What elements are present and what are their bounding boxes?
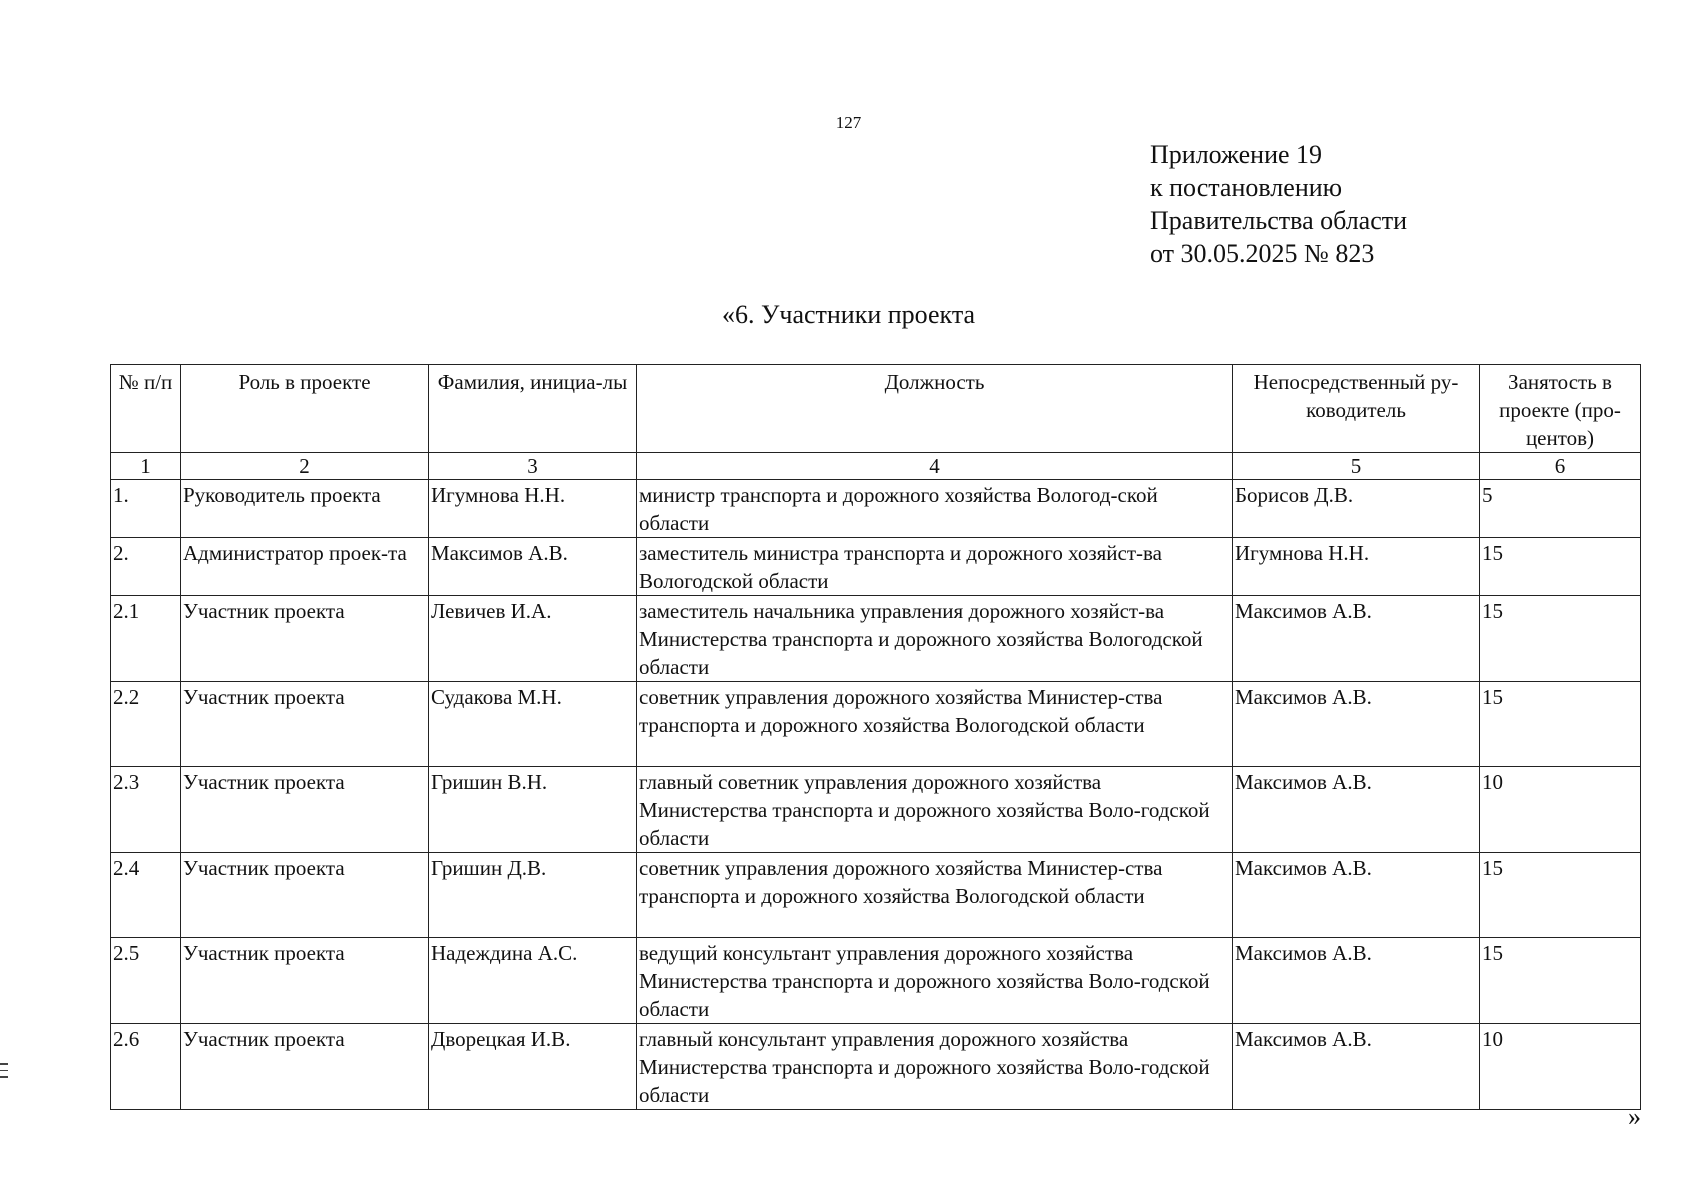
column-number: 6 [1480,453,1641,480]
cell-position: министр транспорта и дорожного хозяйства Вологод-ской области [637,480,1233,538]
cell-position: главный консультант управления дорожного хозяйства Министерства транспорта и дорожного хозяйства Воло-годской области [637,1024,1233,1110]
cell-manager: Максимов А.В. [1233,682,1480,767]
column-number: 3 [429,453,637,480]
table-row [111,853,1641,938]
cell-load: 15 [1480,938,1641,1024]
cell-position: советник управления дорожного хозяйства Министер-ства транспорта и дорожного хозяйства Вологодской области [637,853,1233,938]
column-number: 4 [637,453,1233,480]
cell-position: ведущий консультант управления дорожного хозяйства Министерства транспорта и дорожного хозяйства Воло-годской области [637,938,1233,1024]
cell-load: 5 [1480,480,1641,538]
cell-name: Гришин В.Н. [429,767,637,853]
cell-num: 2.2 [111,682,181,767]
header-role: Роль в проекте [181,365,429,453]
cell-name: Левичев И.А. [429,596,637,682]
header-load: Занятость в проекте (про-центов) [1480,365,1641,453]
appendix-line-4: от 30.05.2025 № 823 [1150,239,1375,268]
cell-manager: Борисов Д.В. [1233,480,1480,538]
column-number: 5 [1233,453,1480,480]
table-row [111,480,1641,538]
appendix-line-2: к постановлению [1150,173,1343,202]
cell-position: главный советник управления дорожного хозяйства Министерства транспорта и дорожного хозяйства Воло-годской области [637,767,1233,853]
appendix-line-3: Правительства области [1150,206,1408,235]
appendix-block [1150,138,1407,270]
cell-manager: Максимов А.В. [1233,938,1480,1024]
cell-manager: Максимов А.В. [1233,853,1480,938]
header-num: № п/п [111,365,181,453]
cell-name: Гришин Д.В. [429,853,637,938]
cell-num: 2.6 [111,1024,181,1110]
header-position: Должность [637,365,1233,453]
page-number: 127 [835,113,862,132]
header-manager: Непосредственный ру-ководитель [1233,365,1480,453]
cell-name: Судакова М.Н. [429,682,637,767]
cell-load: 10 [1480,1024,1641,1110]
column-number: 1 [111,453,181,480]
cell-role: Участник проекта [181,767,429,853]
cell-role: Администратор проек-та [181,538,429,596]
cell-role: Участник проекта [181,682,429,767]
cell-position: заместитель начальника управления дорожного хозяйст-ва Министерства транспорта и дорожного хозяйства Вологодской области [637,596,1233,682]
cell-role: Участник проекта [181,1024,429,1110]
cell-role: Участник проекта [181,596,429,682]
cell-position: заместитель министра транспорта и дорожного хозяйст-ва Вологодской области [637,538,1233,596]
table-row [111,1024,1641,1110]
cell-load: 15 [1480,596,1641,682]
header-name: Фамилия, инициа-лы [429,365,637,453]
cell-role: Участник проекта [181,853,429,938]
margin-marks [0,1063,8,1083]
cell-num: 1. [111,480,181,538]
table-row [111,538,1641,596]
cell-load: 15 [1480,538,1641,596]
cell-manager: Максимов А.В. [1233,1024,1480,1110]
cell-load: 15 [1480,682,1641,767]
cell-position: советник управления дорожного хозяйства Министер-ства транспорта и дорожного хозяйства Вологодской области [637,682,1233,767]
participants-table [110,364,1641,1110]
column-number: 2 [181,453,429,480]
table-row [111,596,1641,682]
appendix-line-1: Приложение 19 [1150,140,1323,169]
cell-name: Игумнова Н.Н. [429,480,637,538]
cell-manager: Игумнова Н.Н. [1233,538,1480,596]
section-title: «6. Участники проекта [721,300,976,329]
table-row [111,682,1641,767]
table-header-row [111,365,1641,453]
cell-load: 15 [1480,853,1641,938]
cell-name: Дворецкая И.В. [429,1024,637,1110]
column-number-row [111,453,1641,480]
cell-manager: Максимов А.В. [1233,767,1480,853]
cell-num: 2.4 [111,853,181,938]
cell-role: Участник проекта [181,938,429,1024]
cell-num: 2.1 [111,596,181,682]
closing-quote: » [1628,1102,1641,1131]
cell-name: Надеждина А.С. [429,938,637,1024]
cell-role: Руководитель проекта [181,480,429,538]
cell-manager: Максимов А.В. [1233,596,1480,682]
table-row [111,938,1641,1024]
cell-load: 10 [1480,767,1641,853]
cell-num: 2.5 [111,938,181,1024]
cell-name: Максимов А.В. [429,538,637,596]
table-row [111,767,1641,853]
cell-num: 2. [111,538,181,596]
cell-num: 2.3 [111,767,181,853]
